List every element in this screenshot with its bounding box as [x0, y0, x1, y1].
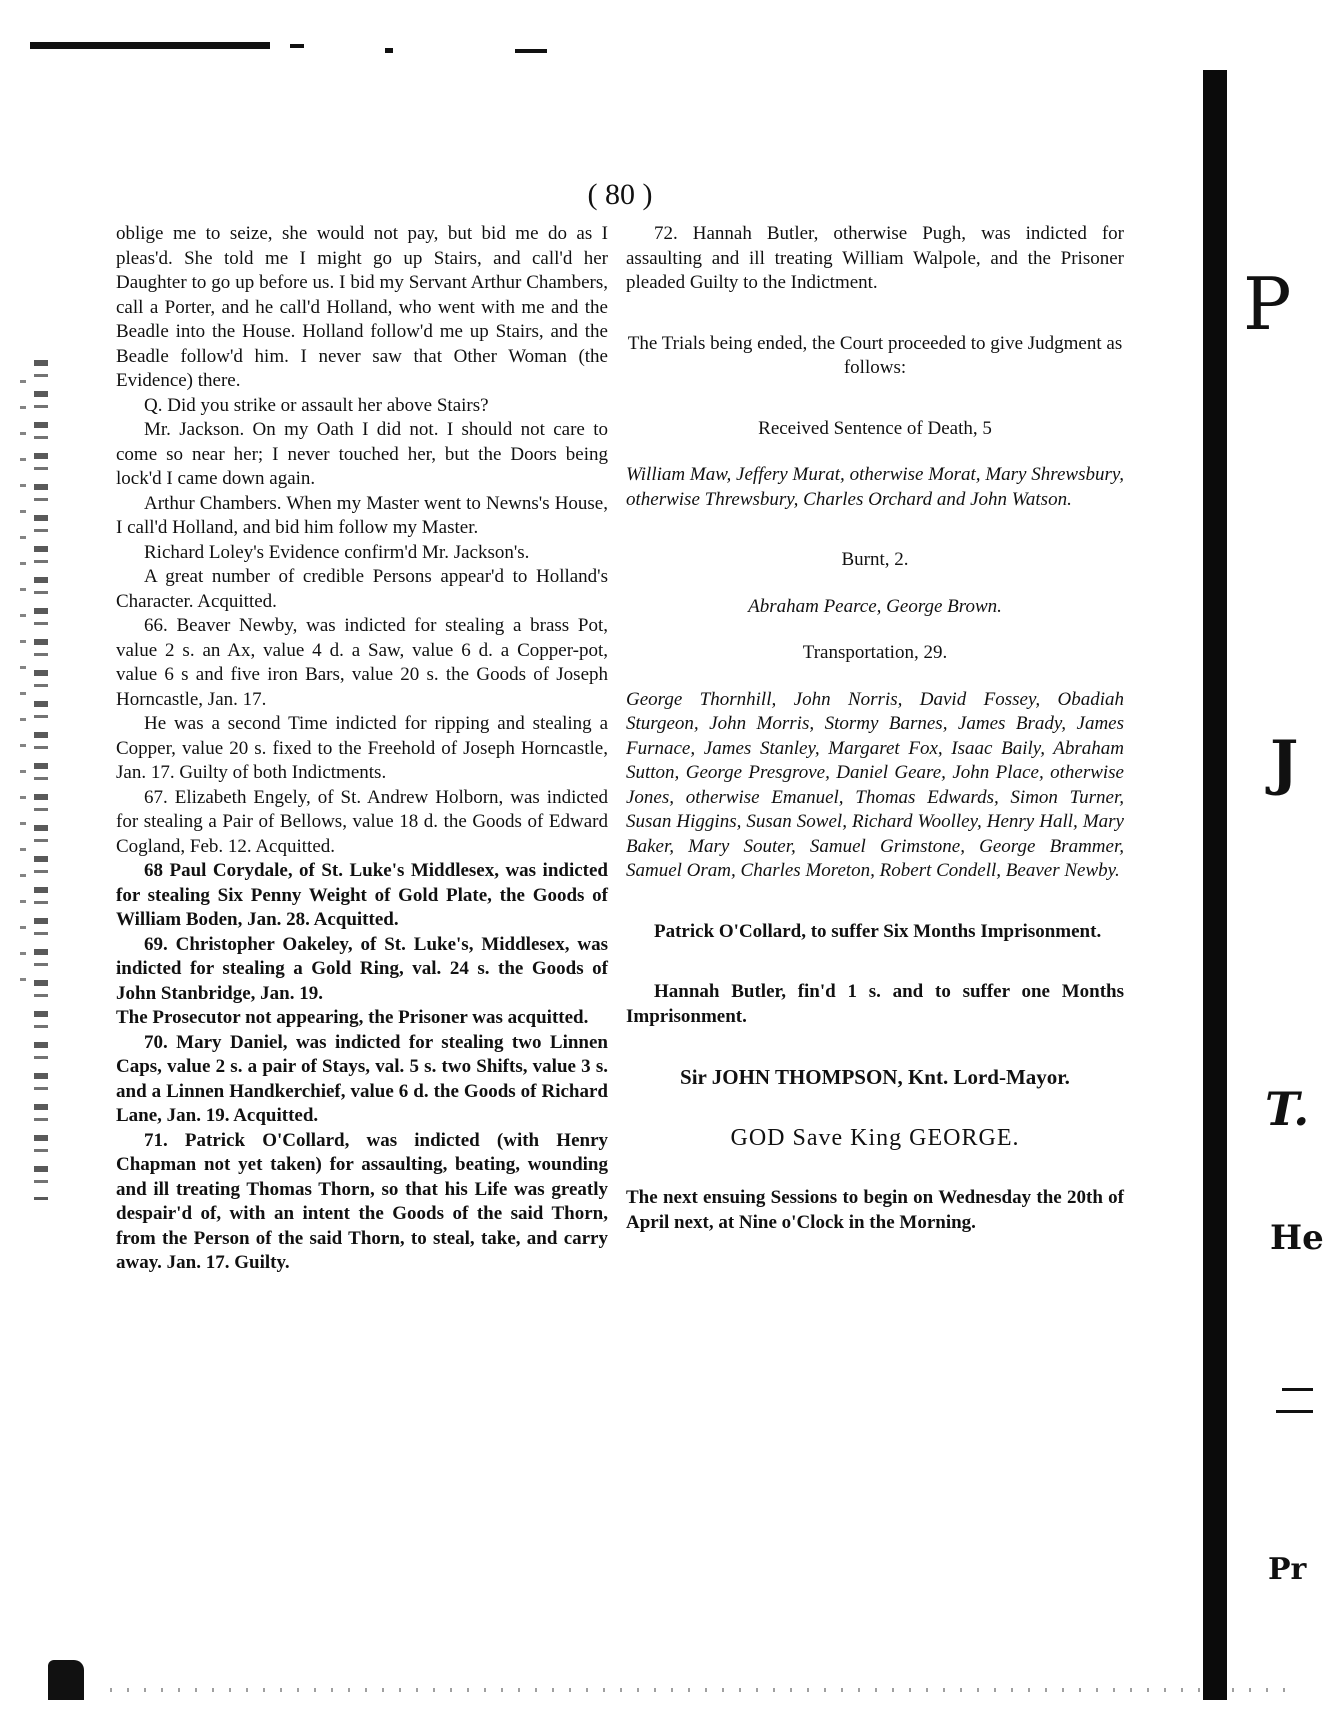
facing-page-fragment: T.: [1265, 1082, 1310, 1136]
trial-entry-67: 67. Elizabeth Engely, of St. Andrew Holborn, was indicted for stealing a Pair of Bellows, value 18 d. the Goods of Edward Cogland, Feb. 12. Acquitted.: [116, 786, 608, 857]
book-spine-shadow: [1203, 70, 1227, 1700]
imprisonment-sentence: Patrick O'Collard, to suffer Six Months Imprisonment.: [654, 920, 1102, 942]
paragraph: Arthur Chambers. When my Master went to Newns's House, I call'd Holland, and bid him follow my Master.: [116, 492, 608, 538]
facing-page-fragment: He: [1270, 1218, 1324, 1258]
paragraph: Richard Loley's Evidence confirm'd Mr. Jackson's.: [144, 541, 530, 563]
scan-artifact-ink-blot: [48, 1660, 84, 1700]
scan-artifact-bottom-dots: [110, 1688, 1290, 1692]
scan-artifact-dash: [290, 44, 304, 48]
scan-artifact-margin-speckle: [20, 380, 26, 1000]
facing-page-rule: [1282, 1388, 1313, 1391]
paragraph: The Prosecutor not appearing, the Prisoner was acquitted.: [116, 1007, 589, 1028]
trial-entry-69: 69. Christopher Oakeley, of St. Luke's, Middlesex, was indicted for stealing a Gold Ring, val. 24 s. the Goods of John Stanbridge, Jan. 19.: [116, 933, 608, 1004]
trial-entry-71: 71. Patrick O'Collard, was indicted (with Henry Chapman not yet taken) for assaulting, beating, wounding and ill treating Thomas Thorn, so that his Life was greatly despair'd of, with an intent the Goods of the said Thorn, from the Person of the said Thorn, to steal, take, and carry away. Jan. 17. Guilty.: [116, 1129, 608, 1273]
facing-page-fragment: J: [1270, 728, 1299, 798]
paragraph: He was a second Time indicted for ripping and stealing a Copper, value 20 s. fixed to the Freehold of Joseph Horncastle, Jan. 17. Guilty of both Indictments.: [116, 713, 608, 783]
facing-page-fragment: Pr: [1268, 1552, 1307, 1587]
trial-entry-70: 70. Mary Daniel, was indicted for stealing two Linnen Caps, value 2 s. a pair of Stays, val. 5 s. two Shifts, value 3 s. and a Linnen Handkerchief, value 6 d. the Goods of Richard Lane, Jan. 19. Acquitted.: [116, 1031, 608, 1126]
burnt-heading: Burnt, 2.: [841, 549, 909, 570]
paragraph: Mr. Jackson. On my Oath I did not. I should not care to come so near her; I never touched her, but the Doors being lock'd I came down again.: [116, 419, 608, 489]
lord-mayor-line: Sir JOHN THOMPSON, Knt. Lord-Mayor.: [680, 1065, 1070, 1089]
transportation-names: George Thornhill, John Norris, David Fossey, Obadiah Sturgeon, John Morris, Stormy Barnes, James Brady, James Furnace, James Stanley, Margaret Fox, Isaac Baily, Abraham Sutton, George Presgrove, Daniel Geare, John Place, otherwise Jones, otherwise Emanuel, Thomas Edwards, Simon Turner, Susan Higgins, Susan Sowel, Richard Woolley, Henry Hall, Mary Baker, Mary Souter, Samuel Grimstone, George Brammer, Samuel Oram, Charles Moreton, Robert Condell, Beaver Newby.: [626, 688, 1124, 881]
paragraph: oblige me to seize, she would not pay, but bid me do as I pleas'd. She told me I might go up Stairs, and call'd her Daughter to go up before us. I bid my Servant Arthur Chambers, call a Porter, and he call'd Holland, who went with me and the Beadle into the House. Holland follow'd me up Stairs, and the Beadle follow'd him. I never saw that Other Woman (the Evidence) there.: [116, 223, 608, 391]
judgment-intro: The Trials being ended, the Court proceeded to give Judgment as follows:: [627, 332, 1123, 378]
scan-artifact-dash: [515, 49, 547, 53]
paragraph: Q. Did you strike or assault her above Stairs?: [144, 394, 489, 416]
paragraph: A great number of credible Persons appear'd to Holland's Character. Acquitted.: [116, 566, 608, 612]
next-sessions-notice: The next ensuing Sessions to begin on Wednesday the 20th of April next, at Nine o'Clock in the Morning.: [626, 1187, 1124, 1233]
page-number: ( 80 ): [587, 178, 653, 211]
facing-page-rule: [1276, 1410, 1313, 1413]
death-sentence-names: William Maw, Jeffery Murat, otherwise Morat, Mary Shrewsbury, otherwise Threwsbury, Charles Orchard and John Watson.: [626, 464, 1124, 510]
fine-sentence: Hannah Butler, fin'd 1 s. and to suffer one Months Imprisonment.: [626, 981, 1124, 1027]
facing-page-fragment: P: [1243, 262, 1292, 346]
left-column: [116, 222, 608, 1276]
transportation-heading: Transportation, 29.: [802, 642, 948, 663]
scan-artifact-rule: [30, 42, 270, 49]
scan-artifact-margin-speckle: [34, 360, 48, 1200]
right-column: [626, 222, 1124, 1235]
trial-entry-66: 66. Beaver Newby, was indicted for stealing a brass Pot, value 2 s. an Ax, value 4 d. a Saw, value 6 d. a Copper-pot, value 6 s and five iron Bars, value 20 s. the Goods of Joseph Horncastle, Jan. 17.: [116, 615, 608, 710]
burnt-names: Abraham Pearce, George Brown.: [748, 595, 1002, 617]
god-save-king-line: GOD Save King GEORGE.: [730, 1124, 1020, 1151]
trial-entry-68: 68 Paul Corydale, of St. Luke's Middlesex, was indicted for stealing Six Penny Weight of Gold Plate, the Goods of William Boden, Jan. 28. Acquitted.: [116, 860, 608, 930]
death-sentence-heading: Received Sentence of Death, 5: [758, 417, 992, 439]
trial-entry-72: 72. Hannah Butler, otherwise Pugh, was indicted for assaulting and ill treating William Walpole, and the Prisoner pleaded Guilty to the Indictment.: [626, 223, 1124, 293]
scan-artifact-dash: [385, 48, 393, 53]
